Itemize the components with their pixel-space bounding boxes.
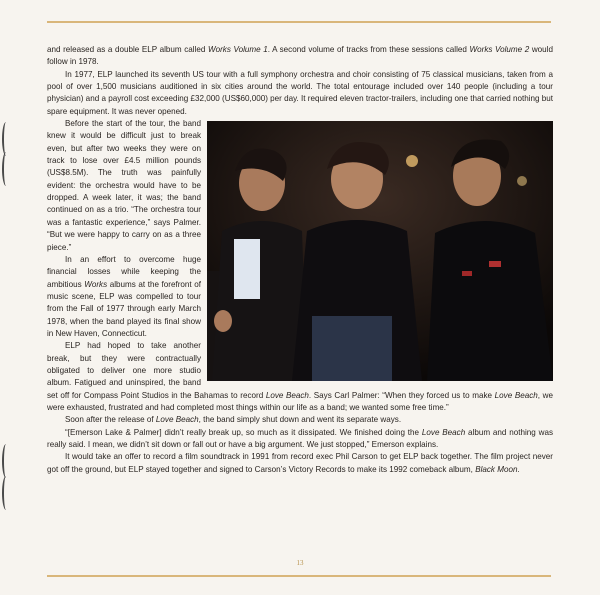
italic-title-text: Love Beach [155,415,199,425]
paragraph [47,44,553,69]
italic-title-text: Black Moon [475,464,518,474]
binder-clip-mark [2,444,10,478]
paragraph [47,414,553,426]
band-photo [207,121,553,381]
paragraph-text: . A second volume of tracks from these sessions called [267,45,470,54]
page-number: 13 [296,559,304,567]
paragraph-text: , the band simply shut down and went its separate ways. [198,415,402,425]
paragraph-text: Soon after the release of [65,415,156,425]
paragraph [47,427,553,452]
bottom-rule [47,575,551,577]
paragraph-text: Before the start of the tour, the band knew it would be difficult just to break even, but after two weeks they were on track to lose over £4.5 million pounds (US$8.5M). The truth was painfully evident: the orchestra would have to be dropped. A week later, it was; the band continued on as a trio. “The orchestra tour was a fantastic experience,” says Palmer. “But we were happy to carry on as a three piece.” [47,119,201,252]
top-rule [47,21,551,23]
paragraph-text: albums at the forefront of music scene, ELP was compelled to tour from the Fall of 1977 through early March 1978, when the band played its final show in New Haven, Connecticut. [47,279,201,338]
binder-clip-mark [2,122,10,156]
italic-title-text: Love Beach [265,390,309,400]
paragraph-text: “[Emerson Lake & Palmer] didn’t really break up, so much as it dissipated. We finished doing the [65,427,422,437]
paragraph-text: In 1977, ELP launched its seventh US tour with a full symphony orchestra and choir consisting of 75 classical musicians, taken from a pool of over 1,500 musicians auditioned in six cities around the world. The total entourage included over 140 people (including a tour physician) and a payroll cost exceeding £32,000 (US$60,000) per day. It required eleven tractor-trailers, including one that carried nothing but spare equipment. It was never opened. [47,69,554,116]
paragraph-text: , we were exhausted, frustrated and had completed most things within our life as a band; we wanted some free time.” [47,390,553,412]
paragraph [47,451,553,476]
italic-title-text: Love Beach [494,390,538,400]
binder-clip-mark [2,476,10,510]
italic-title-text: Works [84,279,108,289]
italic-title-text: Works Volume 2 [469,45,530,54]
paragraph-text: album and nothing was really said. I mean, we didn’t sit down or fall out or have a big argument. We just stopped,” Emerson explains. [47,427,553,449]
paragraph-text: and released as a double ELP album called [47,45,208,54]
band-photo-image [207,121,553,381]
paragraph-text: In an effort to overcome huge financial losses while keeping the ambitious [47,254,201,289]
italic-title-text: Works Volume 1 [207,45,268,54]
paragraph [47,69,553,118]
paragraph-text: would follow in 1978. [47,45,553,67]
paragraph-text: . [517,464,520,474]
italic-title-text: Love Beach [421,427,466,437]
page-body [47,44,553,476]
paragraph-text: ELP had hoped to take another break, but they were contractually obligated to deliver one more studio album. Fatigued and uninspired, the band set off for Compass Point Studios in the Bahamas to record [47,341,266,400]
paragraph-text: It would take an offer to record a film soundtrack in 1991 from record exec Phil Carson to get ELP back together. The film project never got off the ground, but ELP stayed together and signed to Carson’s Victory Records to make its 1992 comeback album, [47,452,553,474]
paragraph-text: . Says Carl Palmer: “When they forced us to make [308,390,495,400]
binder-clip-mark [2,152,10,186]
